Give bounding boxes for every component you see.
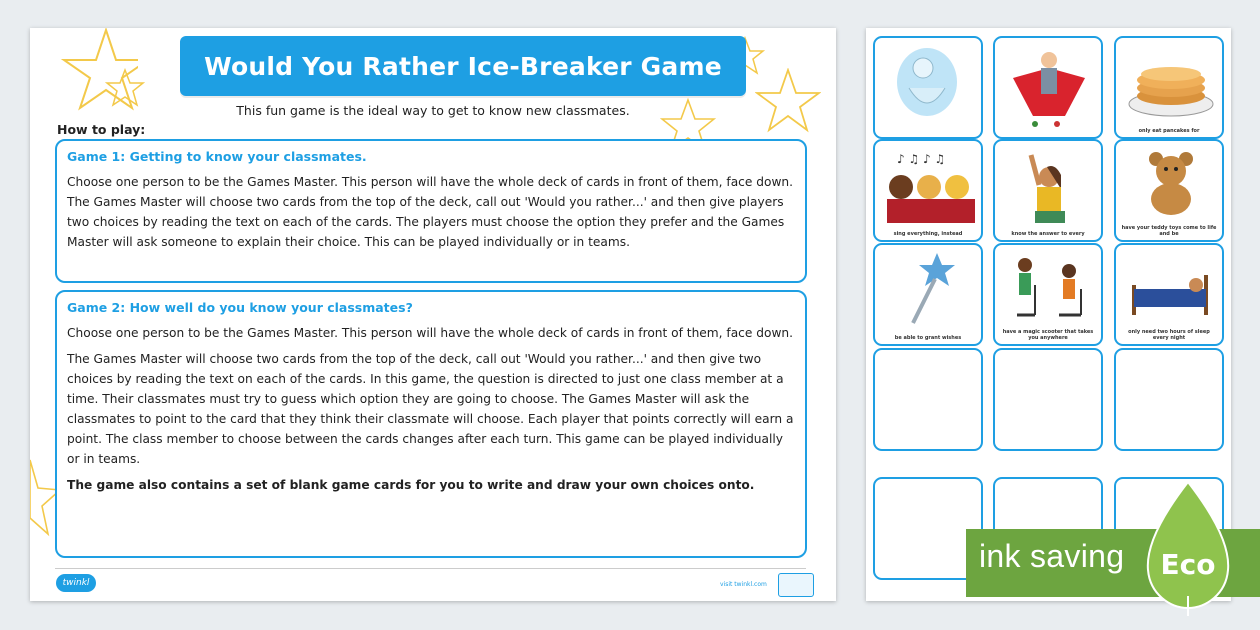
card-caption: have your teddy toys come to life and be xyxy=(1121,225,1217,237)
game2-para1: Choose one person to be the Games Master. This person will have the whole deck of cards in front of them, face down. xyxy=(67,326,794,340)
quality-badge-icon xyxy=(778,573,814,597)
page-title: Would You Rather Ice-Breaker Game xyxy=(204,51,722,81)
card-9[interactable] xyxy=(1114,243,1224,346)
ghost-icon xyxy=(875,38,983,139)
hand-raised-child-icon xyxy=(995,141,1103,242)
star-icon xyxy=(755,68,821,134)
card-1[interactable] xyxy=(873,36,983,139)
card-5[interactable] xyxy=(993,139,1103,242)
card-6[interactable] xyxy=(1114,139,1224,242)
superhero-icon xyxy=(995,38,1103,139)
pancakes-icon xyxy=(1116,38,1224,139)
intro-text: This fun game is the ideal way to get to know new classmates. xyxy=(236,103,630,118)
eco-badge-label: ink saving xyxy=(979,538,1125,574)
blank-card[interactable] xyxy=(993,348,1103,451)
title-banner xyxy=(180,36,746,96)
blank-card[interactable] xyxy=(873,348,983,451)
game1-box xyxy=(55,139,807,283)
card-3[interactable] xyxy=(1114,36,1224,139)
card-caption: have a magic scooter that takes you anywhere xyxy=(1002,329,1094,341)
game2-closing: The game also contains a set of blank game cards for you to write and draw your own choices onto. xyxy=(67,478,755,492)
leaf-icon xyxy=(1140,478,1236,618)
blank-card[interactable] xyxy=(1114,348,1224,451)
card-caption: know the answer to every xyxy=(1011,231,1085,237)
game1-heading: Game 1: Getting to know your classmates. xyxy=(67,149,367,164)
game2-box xyxy=(55,290,807,558)
singing-children-icon xyxy=(875,141,983,242)
card-caption: only eat pancakes for xyxy=(1138,128,1200,134)
card-caption: be able to grant wishes xyxy=(894,335,962,341)
eco-leaf-text: Eco xyxy=(1160,548,1216,581)
magic-wand-icon xyxy=(875,245,983,346)
footer-divider xyxy=(55,568,806,569)
card-8[interactable] xyxy=(993,243,1103,346)
card-caption: sing everything, instead xyxy=(893,231,963,237)
footer-url[interactable]: visit twinkl.com xyxy=(720,581,767,588)
card-caption: only need two hours of sleep every night xyxy=(1128,329,1210,341)
game2-para2: The Games Master will choose two cards from the top of the deck, call out 'Would you rather...' and then give two choices by reading the text on each of the cards. In this game, the question is directed to just one class member at a time. Their classmates must try to guess which option they are going to choose. The Games Master will ask the classmates to point to the card that they think their classmate will choose. Each player that points correctly will earn a point. The class member to choose between the cards changes after each turn. This game can be played individually or in teams. xyxy=(67,352,794,466)
instructions-sheet xyxy=(30,28,836,601)
game2-heading: Game 2: How well do you know your classmates? xyxy=(67,300,413,315)
card-4[interactable] xyxy=(873,139,983,242)
card-7[interactable] xyxy=(873,243,983,346)
star-icon xyxy=(105,68,145,108)
game1-body: Choose one person to be the Games Master. This person will have the whole deck of cards in front of them, face down. The Games Master will choose two cards from the top of the deck, call out 'Would you rather...' and then give players two choices by reading the text on each of the cards. The players must choose the option they prefer and the Games Master will ask someone to explain their choice. This can be played individually or in teams. xyxy=(67,175,794,249)
twinkl-logo: twinkl xyxy=(56,574,96,592)
card-2[interactable] xyxy=(993,36,1103,139)
svg-text:♪ ♫ ♪ ♫: ♪ ♫ ♪ ♫ xyxy=(897,152,946,166)
how-to-play-label: How to play: xyxy=(57,122,146,137)
